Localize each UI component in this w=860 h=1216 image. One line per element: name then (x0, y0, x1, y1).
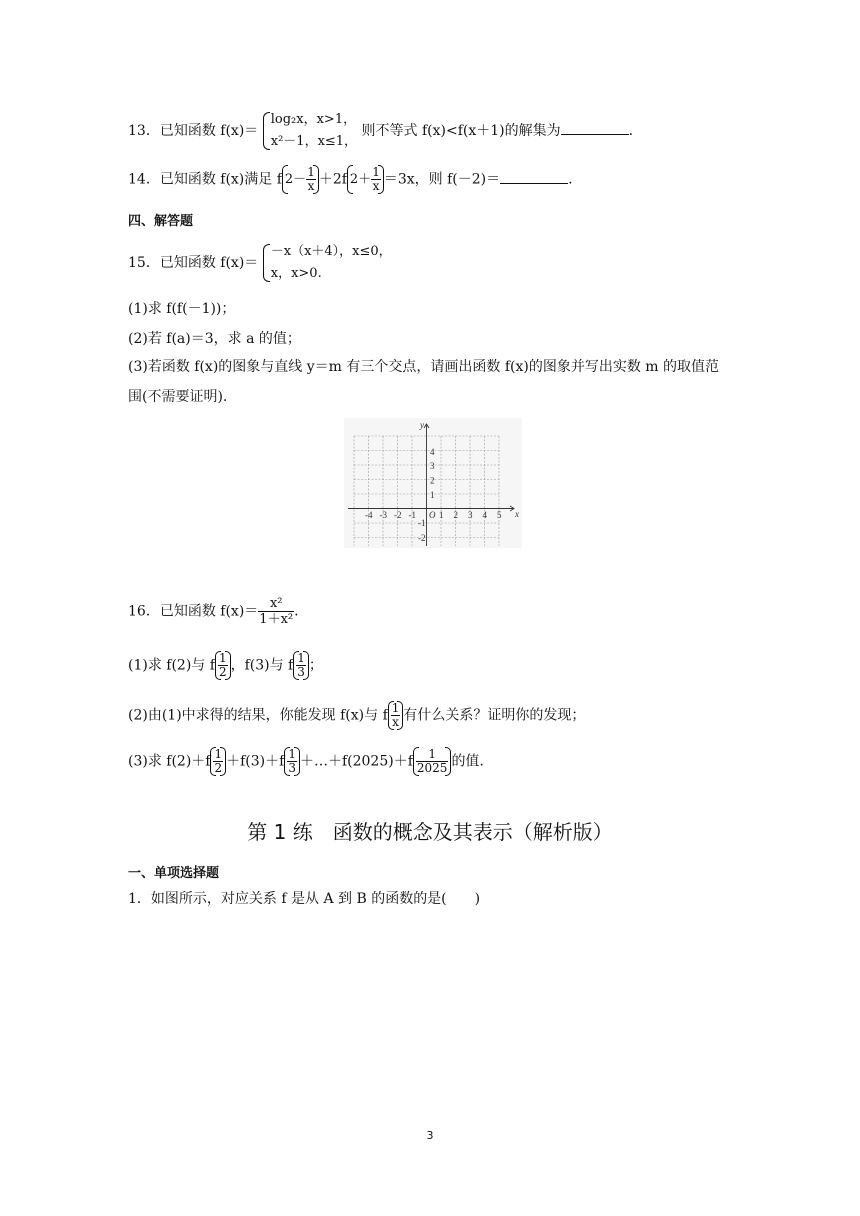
q16-paren-half-2 (210, 748, 226, 775)
grid-x-tick: 5 (497, 510, 502, 520)
coordinate-grid-figure (344, 418, 522, 548)
q14-paren-a (282, 166, 319, 193)
q16 (128, 596, 299, 627)
q16-part-1-text-a: (1)求 f(2)与 f (128, 657, 215, 674)
q16-part-2 (128, 702, 585, 729)
q15-function: f(x)＝ (220, 255, 259, 271)
q16-fraction-half-2 (213, 748, 223, 775)
q16-part-2-text-b: 有什么关系？证明你的发现； (403, 707, 586, 724)
q16-half-2-den: 2 (214, 761, 223, 775)
grid-x-tick: 1 (439, 510, 444, 520)
q16-paren-third-2 (284, 748, 300, 775)
q16-fraction-num: x² (258, 596, 294, 612)
q14-fraction-a (306, 166, 316, 193)
q15-number: 15．已知函数 (128, 255, 216, 271)
grid-y-tick: 3 (430, 461, 435, 471)
section-heading-4: 四、解答题 (128, 214, 194, 229)
q16-fraction-third (296, 652, 306, 679)
grid-x-tick: -2 (394, 510, 402, 520)
q1: 1．如图所示，对应关系 f 是从 A 到 B 的函数的是( ) (128, 891, 481, 907)
q16-2025-num: 1 (416, 748, 449, 762)
q15-part-3a: (3)若函数 f(x)的图象与直线 y＝m 有三个交点，请画出函数 f(x)的图象并写出实数 m 的取值范 (128, 359, 719, 375)
q16-fraction-third-2 (287, 748, 297, 775)
q13 (128, 112, 633, 150)
q16-part-3-text-a: (3)求 f(2)＋f (128, 753, 211, 770)
q14-fraction-a-num: 1 (307, 165, 315, 179)
q16-third-den: 3 (297, 665, 305, 679)
q13-answer-blank (561, 133, 629, 135)
q15-part-2: (2)若 f(a)＝3，求 a 的值； (128, 331, 301, 347)
q14-paren-b (347, 166, 384, 193)
grid-y-tick: 4 (430, 447, 435, 457)
grid-y-tick: 1 (430, 490, 435, 500)
page-number: 3 (426, 1129, 434, 1142)
q13-case-2: x²－1，x≤1， (270, 134, 358, 149)
q13-piecewise (269, 112, 357, 150)
q16-half-2-num: 1 (214, 747, 223, 761)
q16-half-den: 2 (218, 665, 227, 679)
q13-end: . (628, 123, 634, 139)
q15-part-1: (1)求 f(f(－1))； (128, 301, 236, 317)
q16-part-1 (128, 652, 323, 679)
q16-third-2-num: 1 (288, 747, 296, 761)
grid-x-tick: -1 (408, 510, 416, 520)
q16-paren-2025 (413, 748, 452, 775)
q13-number: 13．已知函数 (128, 123, 216, 139)
q14 (128, 166, 573, 193)
q16-x-den: x (392, 715, 399, 729)
grid-x-tick: 3 (468, 510, 473, 520)
q14-prefix: 14．已知函数 f(x)满足 f (128, 171, 282, 188)
q15 (128, 244, 392, 282)
q16-part-3 (128, 748, 484, 775)
q15-piecewise (269, 244, 392, 282)
q16-third-num: 1 (297, 651, 305, 665)
grid-x-tick: 2 (453, 510, 458, 520)
q15-part-3b: 围(不需要证明). (128, 389, 228, 405)
grid-x-tick: -4 (365, 510, 373, 520)
q14-fraction-b (371, 166, 381, 193)
q13-function: f(x)＝ (220, 123, 259, 139)
q16-fraction-2025 (416, 748, 449, 775)
grid-x-tick: 4 (482, 510, 487, 520)
q16-paren-x (388, 702, 404, 729)
q16-part-2-text-a: (2)由(1)中求得的结果，你能发现 f(x)与 f (128, 707, 388, 724)
q16-fraction-half (218, 652, 228, 679)
q15-case-1: －x（x＋4），x≤0， (270, 244, 392, 259)
q16-fraction (258, 596, 294, 627)
q16-x-num: 1 (391, 701, 400, 715)
q16-part-3-text-b: ＋f(3)＋f (226, 753, 285, 770)
grid-origin-label: O (429, 510, 436, 520)
q13-case-1: log₂x，x>1， (270, 112, 357, 127)
q16-2025-den: 2025 (416, 761, 448, 775)
q16-half-num: 1 (218, 651, 227, 665)
q14-fraction-b-den: x (372, 179, 380, 193)
q14-answer-blank (500, 182, 568, 184)
q13-tail: 则不等式 f(x)<f(x＋1)的解集为 (361, 123, 561, 139)
q16-function: f(x)＝ (220, 603, 259, 620)
grid-y-tick: 2 (430, 475, 435, 486)
q14-b: 2＋ (349, 172, 372, 187)
q16-number: 16．已知函数 (128, 603, 216, 620)
q15-case-2: x，x>0. (270, 266, 322, 281)
q16-fraction-den: 1＋x² (259, 612, 294, 627)
q14-fraction-b-num: 1 (372, 165, 380, 179)
q14-fraction-a-den: x (307, 179, 315, 193)
q16-part-3-text-d: 的值. (451, 753, 484, 770)
grid-x-label: x (515, 509, 519, 519)
q16-paren-half (215, 652, 231, 679)
grid-y-tick: -1 (418, 518, 426, 528)
q14-end: . (568, 171, 573, 188)
grid-y-tick: -2 (418, 533, 426, 543)
grid-y-label: y (420, 420, 424, 430)
q16-part-1-text-b: ，f(3)与 f (230, 657, 294, 674)
grid-x-tick: -3 (379, 510, 387, 520)
section-heading-1: 一、单项选择题 (128, 866, 220, 881)
q14-plus: ＋2f (318, 171, 347, 188)
q16-part-1-text-c: ； (308, 657, 323, 674)
page-title: 第 1 练 函数的概念及其表示（解析版） (247, 820, 613, 844)
q16-third-2-den: 3 (288, 761, 296, 775)
q14-tail: ＝3x，则 f(－2)＝ (383, 171, 501, 188)
q16-part-3-text-c: ＋…＋f(2025)＋f (299, 753, 413, 770)
q16-end: . (294, 603, 299, 620)
q14-a: 2－ (284, 172, 307, 187)
q16-paren-third (293, 652, 309, 679)
q16-fraction-x (391, 702, 401, 729)
